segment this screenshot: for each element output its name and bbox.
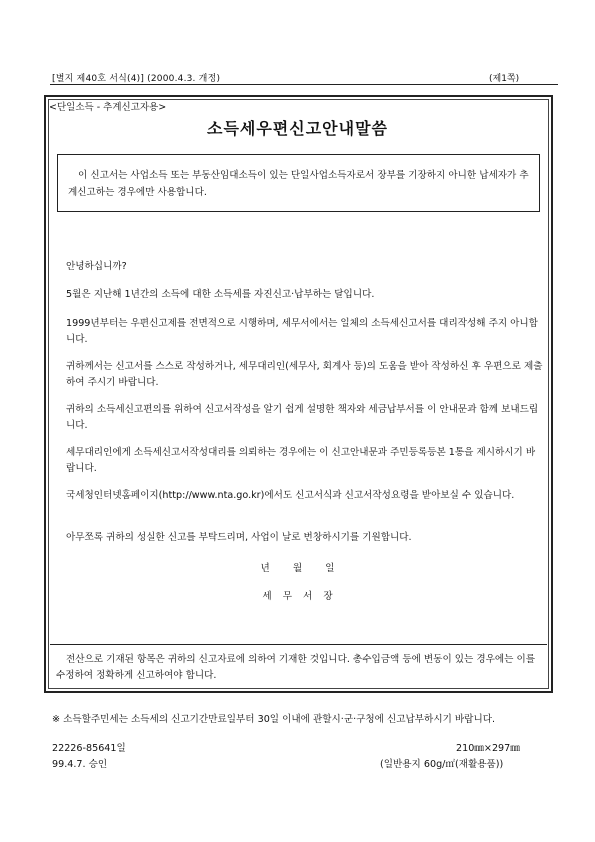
body-paragraph-3: 귀하께서는 신고서를 스스로 작성하거나, 세무대리인(세무사, 회계사 등)의 도움을 받아 작성하신 후 우편으로 제출하여 주시기 바랍니다. [66,361,543,388]
document-subtitle: <단일소득 - 추계신고자용> [49,102,167,113]
approval-date: 99.4.7. 승인 [52,759,108,770]
paper-size: 210㎜×297㎜ [456,743,520,754]
page-label: (제1쪽) [489,74,520,84]
bottom-separator [50,644,547,645]
notice-text: 이 신고서는 사업소득 또는 부동산임대소득이 있는 단일사업소득자로서 장부를 기장하지 아니한 납세자가 추계신고하는 경우에만 사용합니다. [68,170,529,198]
signature-office: 세 무 서 장 [262,591,333,602]
signature-date [0,560,595,574]
body-paragraph-6: 국세청인터넷홈페이지(http://www.nta.go.kr)에서도 신고서식과 신고서작성요령을 받아보실 수 있습니다. [66,490,515,501]
form-code: [별지 제40호 서식(4)] (2000.4.3. 개정) [52,74,221,84]
header-rule [50,84,558,85]
body-paragraph-5: 세무대리인에게 소득세신고서작성대리를 의뢰하는 경우에는 이 신고안내문과 주민등록등본 1통을 제시하시기 바랍니다. [66,447,536,474]
notice-box [57,154,540,212]
year-label: 년 [260,563,270,574]
form-number: 22226-85641일 [52,743,126,754]
body-paragraph-7: 아무쪼록 귀하의 성실한 신고를 부탁드리며, 사업이 날로 번창하시기를 기원합니다. [66,532,412,543]
bottom-note: 전산으로 기재된 항목은 귀하의 신고자료에 의하여 기재한 것입니다. 총수입금액 등에 변동이 있는 경우에는 이를 수정하여 정확하게 신고하여야 합니다. [56,654,536,681]
greeting: 안녕하십니까? [66,261,127,272]
month-label: 월 [292,563,303,574]
footer-note: ※ 소득할주민세는 소득세의 신고기간만료일부터 30일 이내에 관할시·군·구청에 신고납부하시기 바랍니다. [52,714,496,725]
body-paragraph-1: 5월은 지난해 1년간의 소득에 대한 소득세를 자진신고·납부하는 달입니다. [66,289,375,300]
body-paragraph-4: 귀하의 소득세신고편의를 위하여 신고서작성을 알기 쉽게 설명한 책자와 세금납부서를 이 안내문과 함께 보내드립니다. [66,404,539,431]
body-paragraph-2: 1999년부터는 우편신고제를 전면적으로 시행하며, 세무서에서는 일체의 소득세신고서를 대리작성해 주지 아니합니다. [66,318,538,345]
document-title: 소득세우편신고안내말씀 [206,119,389,138]
paper-type: (일반용지 60g/㎡(재활용품)) [380,759,504,770]
day-label: 일 [325,563,335,574]
